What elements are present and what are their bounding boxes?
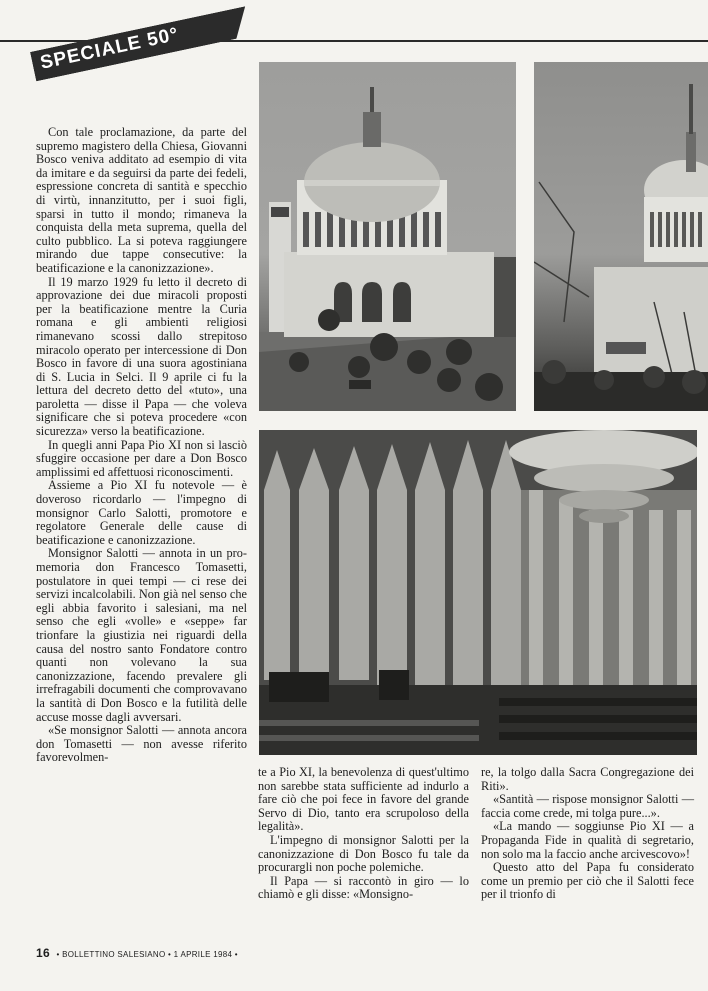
paragraph: «La mando — soggiunse Pio XI — a Propaganda Fide in qualità di segretario, non solo ma la faccio anche arcivescovo»!	[481, 819, 694, 861]
article-column-middle	[258, 766, 469, 902]
paragraph: L'impegno di monsignor Salotti per la canonizzazione di Don Bosco fu tale da procurargli non poche polemiche.	[258, 832, 469, 875]
paragraph: re, la tolgo dalla Sacra Congregazione dei Riti».	[481, 765, 694, 793]
basilica-exterior-photo	[259, 62, 516, 411]
paragraph: «Se monsignor Salotti — annota ancora don Tomasetti — non avesse riferito favorevolmen-	[36, 723, 247, 765]
paragraph: Monsignor Salotti — annota in un pro-memoria don Francesco Tomasetti, postulatore in quei tempi — ci rese dei servizi incalcolabili. Non già nel senso che egli abbia favorito i salesiani, ma nel senso che egli «volle» e «seppe» far trionfare la giustizia nei riguardi della causa del nostro santo Fondatore contro quanti non volevano la sua canonizzazione, facendo prevalere gli irrefragabili documenti che comprovavano la santità di Don Bosco e la futilità delle accuse mosse dagli avversari.	[36, 546, 247, 724]
paragraph: te a Pio XI, la benevolenza di quest'ultimo non sarebbe stata sufficiente ad indurlo a fare ciò che poi fece in favore del grande Servo di Dio, tanto era scrupoloso della legalità».	[258, 765, 469, 834]
basilica-dome-illustration	[534, 62, 708, 411]
basilica-interior-illustration	[259, 430, 697, 755]
publication-info: • BOLLETTINO SALESIANO • 1 APRILE 1984 •	[56, 950, 238, 959]
page-number: 16	[36, 946, 50, 960]
banner-label: SPECIALE 50°	[38, 23, 181, 74]
paragraph: Assieme a Pio XI fu notevole — è doveroso ricordarlo — l'impegno di monsignor Carlo Salotti, promotore e regolatore Generale delle cause di beatificazione e canonizzazione.	[36, 478, 247, 547]
basilica-exterior-illustration	[259, 62, 516, 411]
basilica-interior-photo	[259, 430, 697, 755]
article-column-left	[36, 126, 247, 765]
basilica-dome-photo	[534, 62, 708, 411]
paragraph: In quegli anni Papa Pio XI non si lasciò sfuggire occasione per dare a Don Bosco amplissimi ed affettuosi riconoscimenti.	[36, 437, 247, 479]
paragraph: Il 19 marzo 1929 fu letto il decreto di approvazione dei due miracoli proposti per la beatificazione mentre la Curia romana e gli ambienti religiosi rimanevano scossi dallo strepitoso miracolo operato per intercessione di Don Bosco in favore di una suora agostiniana di S. Lucia in Selci. Il 9 aprile ci fu la lettura del decreto detto del «tuto», una paroletta — disse il Papa — che voleva significare che si poteva procedere «con sicurezza» verso la beatificazione.	[36, 274, 247, 439]
paragraph: «Santità — rispose monsignor Salotti — faccia come crede, mi tolga pure...».	[481, 792, 694, 820]
speciale-banner	[30, 6, 251, 81]
paragraph: Questo atto del Papa fu considerato come un premio per ciò che il Salotti fece per il trionfo di	[481, 860, 694, 902]
article-column-right	[481, 766, 694, 902]
paragraph: Con tale proclamazione, da parte del supremo magistero della Chiesa, Giovanni Bosco veniva additato ad esempio di vita da imitare e da seguirsi da parte dei fedeli, espressione concreta di santità e specchio di virtù, innanzitutto, per i suoi figli, sparsi in tutto il mondo; rimaneva la conquista della meta suprema, quella del culto pubblico. La si poteva raggiungere mirando due tappe consecutive: la beatificazione e la canonizzazione».	[36, 125, 247, 275]
paragraph: Il Papa — si raccontò in giro — lo chiamò e gli disse: «Monsigno-	[258, 873, 469, 902]
page-footer	[36, 946, 336, 960]
